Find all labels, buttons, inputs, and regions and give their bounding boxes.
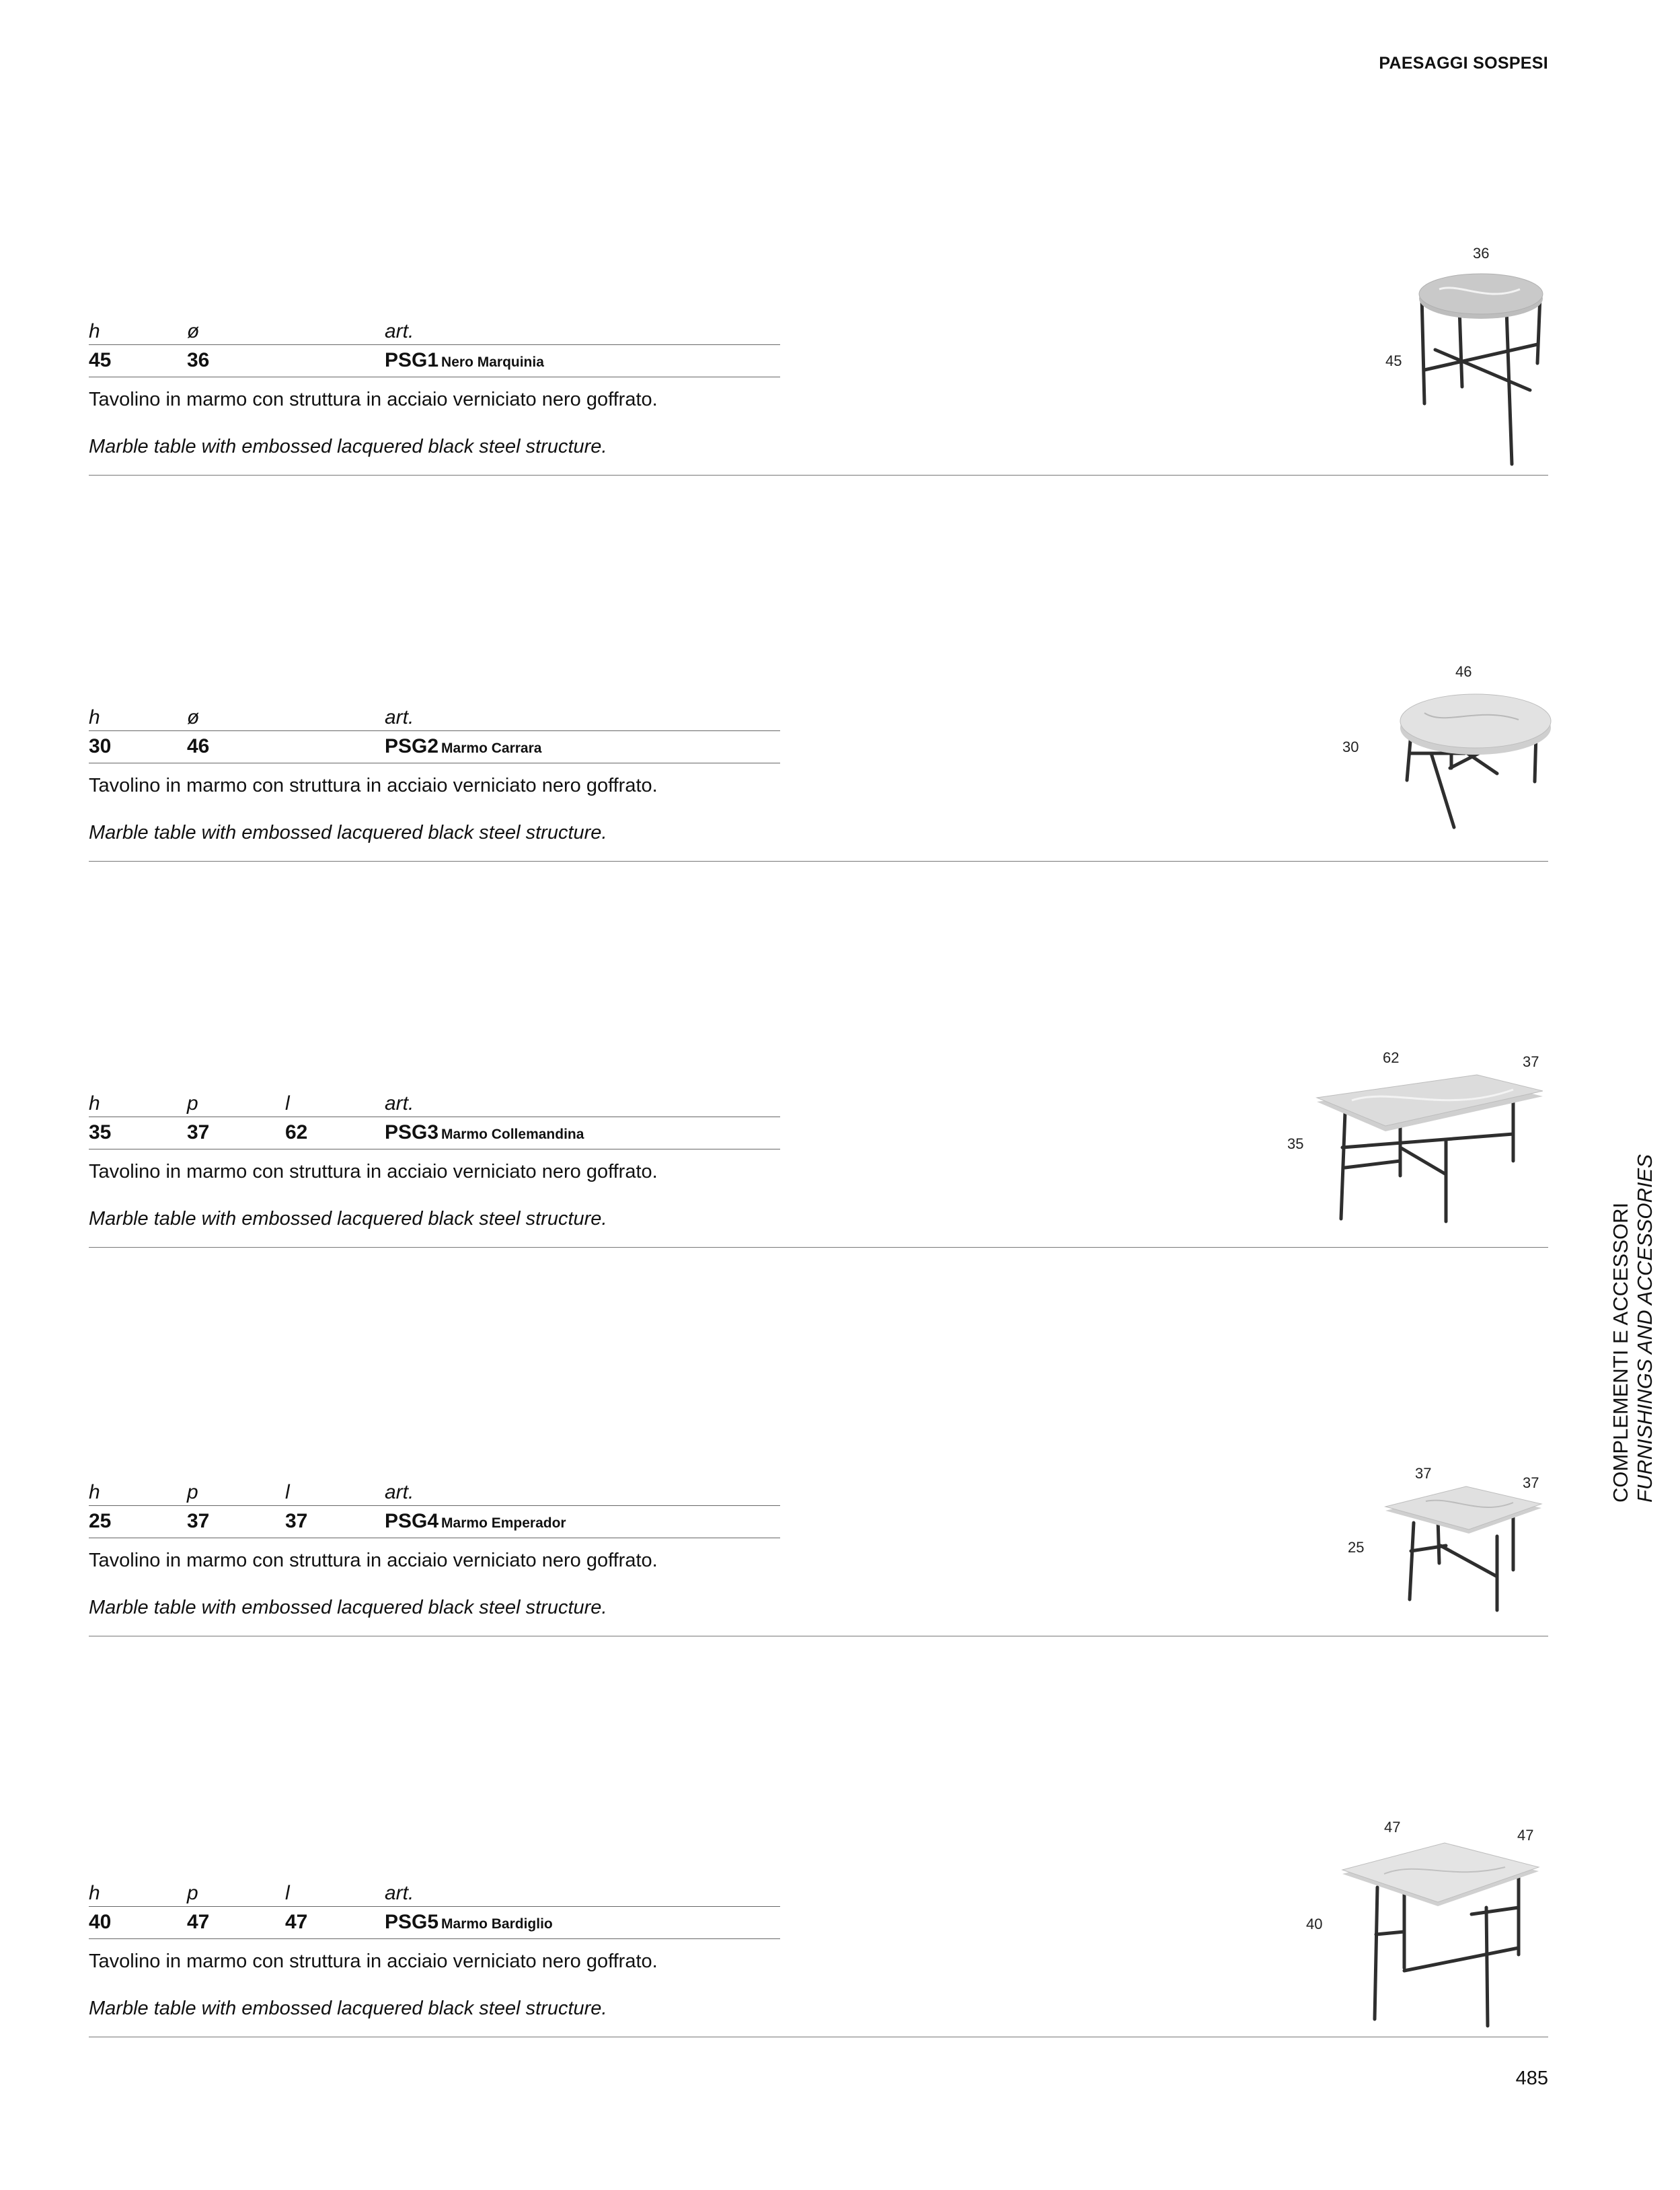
- art-code: [385, 1507, 566, 1538]
- header-l: l: [285, 1481, 290, 1503]
- value-h: 45: [89, 349, 112, 371]
- product-code: PSG5: [385, 1911, 439, 1933]
- spec-header-row: [89, 1881, 780, 1907]
- value-l: 47: [285, 1911, 308, 1933]
- dimension-height-label: 30: [1342, 739, 1359, 755]
- description-english: Marble table with embossed lacquered black steel structure.: [89, 1597, 607, 1618]
- product-entry-psg4: [0, 1465, 1680, 1789]
- value-h: 40: [89, 1911, 112, 1933]
- header-art: art.: [385, 1481, 414, 1503]
- header-diameter: ø: [187, 706, 200, 728]
- value-p: 47: [187, 1911, 210, 1933]
- section-side-label: [1609, 1154, 1657, 1503]
- header-p: p: [187, 1092, 198, 1115]
- description-english: Marble table with embossed lacquered black steel structure.: [89, 822, 607, 843]
- description-italian: Tavolino in marmo con struttura in acciaio verniciato nero goffrato.: [89, 1550, 658, 1571]
- product-entry-psg3: [0, 1049, 1680, 1400]
- value-h: 25: [89, 1510, 112, 1532]
- dimension-length-label: 47: [1517, 1827, 1534, 1844]
- dimension-height-label: 45: [1385, 352, 1402, 369]
- product-code: PSG3: [385, 1121, 439, 1143]
- value-p: 37: [187, 1510, 210, 1532]
- header-p: p: [187, 1882, 198, 1904]
- value-h: 35: [89, 1121, 112, 1143]
- art-code: [385, 346, 544, 377]
- description-english: Marble table with embossed lacquered black steel structure.: [89, 1998, 607, 2019]
- header-h: h: [89, 706, 100, 728]
- description-italian: Tavolino in marmo con struttura in acciaio verniciato nero goffrato.: [89, 1951, 658, 1972]
- spec-header-row: [89, 319, 780, 345]
- dimension-height-label: 25: [1348, 1539, 1365, 1556]
- dimension-depth-label: 37: [1415, 1465, 1432, 1482]
- dimension-height-label: 35: [1287, 1135, 1304, 1152]
- art-code: [385, 1118, 584, 1149]
- section-divider: [89, 475, 1548, 476]
- art-code: [385, 732, 541, 763]
- table-illustration-psg2: [1384, 686, 1545, 841]
- description-italian: Tavolino in marmo con struttura in acciaio verniciato nero goffrato.: [89, 389, 658, 410]
- product-entry-psg5: [0, 1819, 1680, 2190]
- spec-header-row: [89, 1480, 780, 1506]
- header-h: h: [89, 320, 100, 342]
- spec-value-row: [89, 346, 780, 377]
- product-finish: Nero Marquinia: [441, 354, 544, 370]
- description-italian: Tavolino in marmo con struttura in acciaio verniciato nero goffrato.: [89, 1161, 658, 1182]
- section-divider: [89, 861, 1548, 862]
- product-finish: Marmo Carrara: [441, 741, 542, 756]
- product-entry-psg1: [0, 245, 1680, 628]
- table-illustration-psg1: [1412, 269, 1554, 464]
- description-english: Marble table with embossed lacquered black steel structure.: [89, 436, 607, 457]
- dimension-depth-label: 37: [1523, 1053, 1539, 1070]
- spec-value-row: [89, 1118, 780, 1149]
- dimension-length-label: 62: [1383, 1049, 1400, 1066]
- value-diameter: 46: [187, 735, 210, 757]
- page-header-title: PAESAGGI SOSPESI: [1379, 54, 1548, 73]
- product-entry-psg2: [0, 663, 1680, 1014]
- product-finish: Marmo Collemandina: [441, 1127, 584, 1142]
- header-l: l: [285, 1882, 290, 1904]
- header-art: art.: [385, 1882, 414, 1904]
- spec-value-row: [89, 1908, 780, 1939]
- spec-value-row: [89, 1507, 780, 1538]
- spec-header-row: [89, 1091, 780, 1117]
- art-code: [385, 1908, 553, 1939]
- section-divider: [89, 1247, 1548, 1248]
- spec-header-row: [89, 705, 780, 731]
- product-finish: Marmo Bardiglio: [441, 1916, 553, 1932]
- header-p: p: [187, 1481, 198, 1503]
- product-finish: Marmo Emperador: [441, 1515, 566, 1531]
- dimension-diameter-label: 36: [1473, 245, 1490, 262]
- product-code: PSG2: [385, 735, 439, 757]
- value-l: 62: [285, 1121, 308, 1143]
- product-code: PSG4: [385, 1510, 439, 1532]
- table-illustration-psg4: [1379, 1476, 1547, 1630]
- header-h: h: [89, 1882, 100, 1904]
- value-l: 37: [285, 1510, 308, 1532]
- value-diameter: 36: [187, 349, 210, 371]
- header-diameter: ø: [187, 320, 200, 342]
- table-illustration-psg5: [1337, 1834, 1545, 2029]
- header-h: h: [89, 1092, 100, 1115]
- header-h: h: [89, 1481, 100, 1503]
- header-l: l: [285, 1092, 290, 1115]
- product-code: PSG1: [385, 349, 439, 371]
- value-p: 37: [187, 1121, 210, 1143]
- side-label-italian: COMPLEMENTI E ACCESSORI: [1609, 1202, 1632, 1503]
- header-art: art.: [385, 1092, 414, 1115]
- description-italian: Tavolino in marmo con struttura in acciaio verniciato nero goffrato.: [89, 775, 658, 796]
- spec-value-row: [89, 732, 780, 763]
- header-art: art.: [385, 706, 414, 728]
- dimension-diameter-label: 46: [1455, 663, 1472, 680]
- header-art: art.: [385, 320, 414, 342]
- page-number: 485: [1515, 2068, 1548, 2089]
- dimension-length-label: 37: [1523, 1474, 1539, 1491]
- description-english: Marble table with embossed lacquered black steel structure.: [89, 1208, 607, 1230]
- dimension-depth-label: 47: [1384, 1819, 1401, 1836]
- dimension-height-label: 40: [1306, 1916, 1323, 1932]
- side-label-english: FURNISHINGS AND ACCESSORIES: [1633, 1154, 1656, 1503]
- value-h: 30: [89, 735, 112, 757]
- table-illustration-psg3: [1311, 1060, 1547, 1235]
